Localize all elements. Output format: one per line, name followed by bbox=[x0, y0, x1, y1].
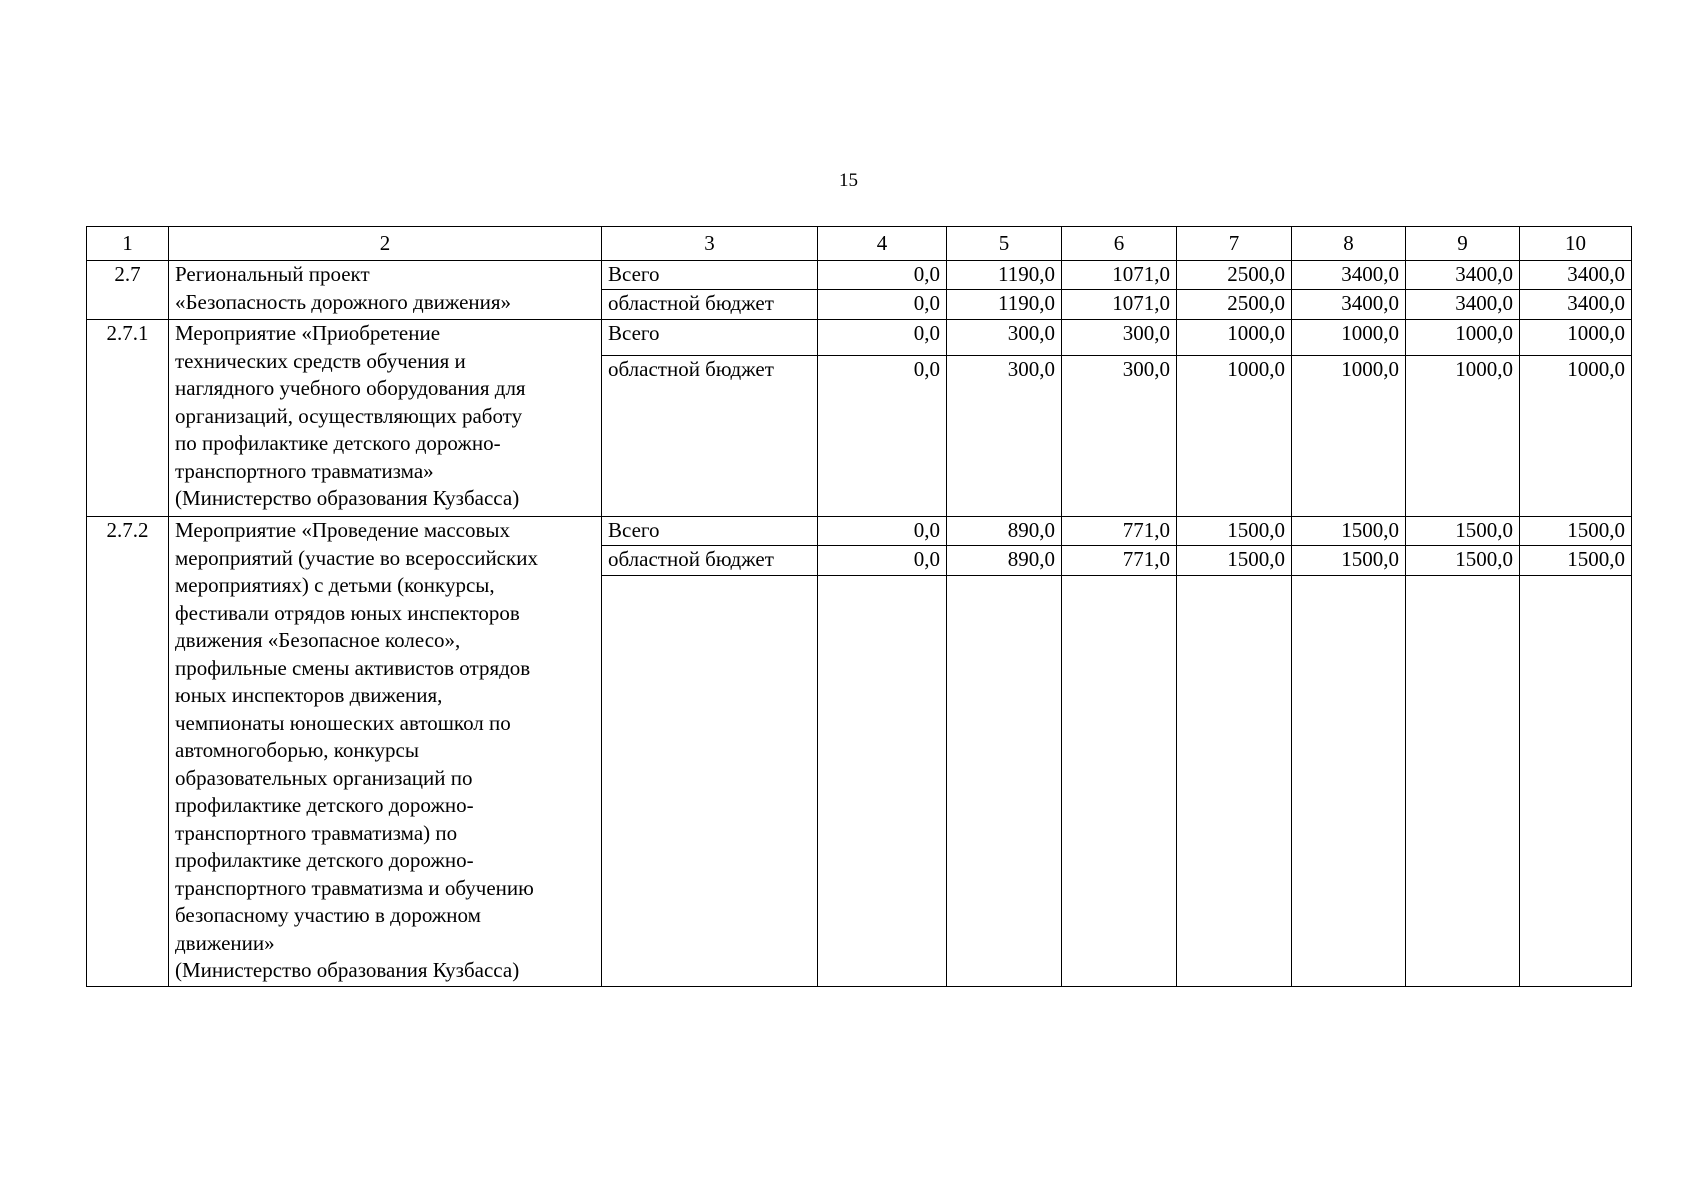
value-cell: 1000,0 bbox=[1177, 356, 1292, 517]
funding-source: Всего bbox=[602, 320, 818, 356]
value-cell: 1500,0 bbox=[1406, 546, 1520, 576]
row-name-line: чемпионаты юношеских автошкол по bbox=[175, 710, 511, 735]
value-cell: 1500,0 bbox=[1406, 517, 1520, 546]
column-header: 8 bbox=[1292, 227, 1406, 261]
value-cell: 1500,0 bbox=[1520, 546, 1632, 576]
value-cell: 1500,0 bbox=[1177, 546, 1292, 576]
row-name-line: (Министерство образования Кузбасса) bbox=[175, 486, 520, 510]
funding-source: Всего bbox=[602, 261, 818, 290]
value-cell: 1000,0 bbox=[1520, 356, 1632, 517]
row-name bbox=[169, 517, 602, 987]
value-cell: 1000,0 bbox=[1520, 320, 1632, 356]
value-cell: 1071,0 bbox=[1062, 261, 1177, 290]
row-name-line: движения «Безопасное колесо», bbox=[175, 628, 461, 652]
row-number: 2.7 bbox=[87, 261, 169, 320]
value-cell: 890,0 bbox=[947, 546, 1062, 576]
row-name-line: «Безопасность дорожного движения» bbox=[175, 289, 512, 314]
value-cell: 890,0 bbox=[947, 517, 1062, 546]
value-cell: 3400,0 bbox=[1520, 290, 1632, 320]
value-cell: 3400,0 bbox=[1406, 290, 1520, 320]
funding-source: областной бюджет bbox=[602, 356, 818, 517]
page-number: 15 bbox=[839, 170, 858, 191]
value-cell: 0,0 bbox=[818, 320, 947, 356]
funding-source: Всего bbox=[602, 517, 818, 546]
empty-cell bbox=[1406, 576, 1520, 987]
row-name-line: по профилактике детского дорожно- bbox=[175, 431, 501, 455]
value-cell: 3400,0 bbox=[1292, 261, 1406, 290]
column-header: 1 bbox=[87, 227, 169, 261]
row-name-line: образовательных организаций по bbox=[175, 765, 473, 790]
value-cell: 300,0 bbox=[947, 320, 1062, 356]
value-cell: 1500,0 bbox=[1177, 517, 1292, 546]
empty-cell bbox=[1177, 576, 1292, 987]
row-name-line: профилактике детского дорожно- bbox=[175, 793, 474, 817]
value-cell: 771,0 bbox=[1062, 517, 1177, 546]
funding-source: областной бюджет bbox=[602, 290, 818, 320]
value-cell: 0,0 bbox=[818, 356, 947, 517]
value-cell: 1500,0 bbox=[1520, 517, 1632, 546]
value-cell: 771,0 bbox=[1062, 546, 1177, 576]
row-name-line: автомногоборью, конкурсы bbox=[175, 738, 419, 762]
row-name-line: юных инспекторов движения, bbox=[175, 683, 443, 707]
row-name-line: профилактике детского дорожно- bbox=[175, 848, 474, 872]
value-cell: 0,0 bbox=[818, 517, 947, 546]
value-cell: 1071,0 bbox=[1062, 290, 1177, 320]
row-name-line: транспортного травматизма) по bbox=[175, 820, 458, 845]
row-name-line: технических средств обучения и bbox=[175, 348, 466, 373]
column-header: 5 bbox=[947, 227, 1062, 261]
empty-cell bbox=[947, 576, 1062, 987]
value-cell: 3400,0 bbox=[1292, 290, 1406, 320]
row-name-line: наглядного учебного оборудования для bbox=[175, 376, 526, 400]
table-row bbox=[87, 320, 1632, 356]
value-cell: 3400,0 bbox=[1520, 261, 1632, 290]
value-cell: 1000,0 bbox=[1292, 356, 1406, 517]
value-cell: 0,0 bbox=[818, 290, 947, 320]
empty-cell bbox=[818, 576, 947, 987]
value-cell: 300,0 bbox=[1062, 356, 1177, 517]
value-cell: 0,0 bbox=[818, 261, 947, 290]
value-cell: 1500,0 bbox=[1292, 517, 1406, 546]
row-name-line: Региональный проект bbox=[175, 262, 370, 286]
column-header: 10 bbox=[1520, 227, 1632, 261]
value-cell: 1190,0 bbox=[947, 290, 1062, 320]
row-name-line: транспортного травматизма» bbox=[175, 458, 434, 483]
value-cell: 2500,0 bbox=[1177, 261, 1292, 290]
empty-cell bbox=[1520, 576, 1632, 987]
column-header: 4 bbox=[818, 227, 947, 261]
value-cell: 1000,0 bbox=[1292, 320, 1406, 356]
row-name-line: транспортного травматизма и обучению bbox=[175, 875, 534, 900]
value-cell: 0,0 bbox=[818, 546, 947, 576]
value-cell: 2500,0 bbox=[1177, 290, 1292, 320]
row-number: 2.7.1 bbox=[87, 320, 169, 517]
row-name bbox=[169, 261, 602, 320]
value-cell: 1000,0 bbox=[1406, 356, 1520, 517]
row-name-line: (Министерство образования Кузбасса) bbox=[175, 958, 520, 982]
row-number: 2.7.2 bbox=[87, 517, 169, 987]
table-row bbox=[87, 261, 1632, 290]
empty-cell bbox=[1292, 576, 1406, 987]
table-header-row bbox=[87, 227, 1632, 261]
column-header: 9 bbox=[1406, 227, 1520, 261]
column-header: 7 bbox=[1177, 227, 1292, 261]
value-cell: 1500,0 bbox=[1292, 546, 1406, 576]
table-row bbox=[87, 517, 1632, 546]
row-name-line: организаций, осуществляющих работу bbox=[175, 403, 523, 428]
row-name-line: мероприятий (участие во всероссийских bbox=[175, 545, 538, 570]
value-cell: 1000,0 bbox=[1406, 320, 1520, 356]
funding-source: областной бюджет bbox=[602, 546, 818, 576]
row-name bbox=[169, 320, 602, 517]
row-name-line: Мероприятие «Проведение массовых bbox=[175, 518, 511, 542]
row-name-line: профильные смены активистов отрядов bbox=[175, 655, 531, 680]
column-header: 6 bbox=[1062, 227, 1177, 261]
value-cell: 1190,0 bbox=[947, 261, 1062, 290]
empty-cell bbox=[602, 576, 818, 987]
empty-cell bbox=[1062, 576, 1177, 987]
value-cell: 3400,0 bbox=[1406, 261, 1520, 290]
value-cell: 300,0 bbox=[1062, 320, 1177, 356]
row-name-line: Мероприятие «Приобретение bbox=[175, 321, 441, 345]
value-cell: 300,0 bbox=[947, 356, 1062, 517]
row-name-line: движении» bbox=[175, 930, 275, 955]
value-cell: 1000,0 bbox=[1177, 320, 1292, 356]
row-name-line: безопасному участию в дорожном bbox=[175, 903, 481, 927]
row-name-line: мероприятиях) с детьми (конкурсы, bbox=[175, 573, 495, 597]
row-name-line: фестивали отрядов юных инспекторов bbox=[175, 600, 520, 625]
column-header: 3 bbox=[602, 227, 818, 261]
column-header: 2 bbox=[169, 227, 602, 261]
budget-table bbox=[86, 226, 1632, 987]
